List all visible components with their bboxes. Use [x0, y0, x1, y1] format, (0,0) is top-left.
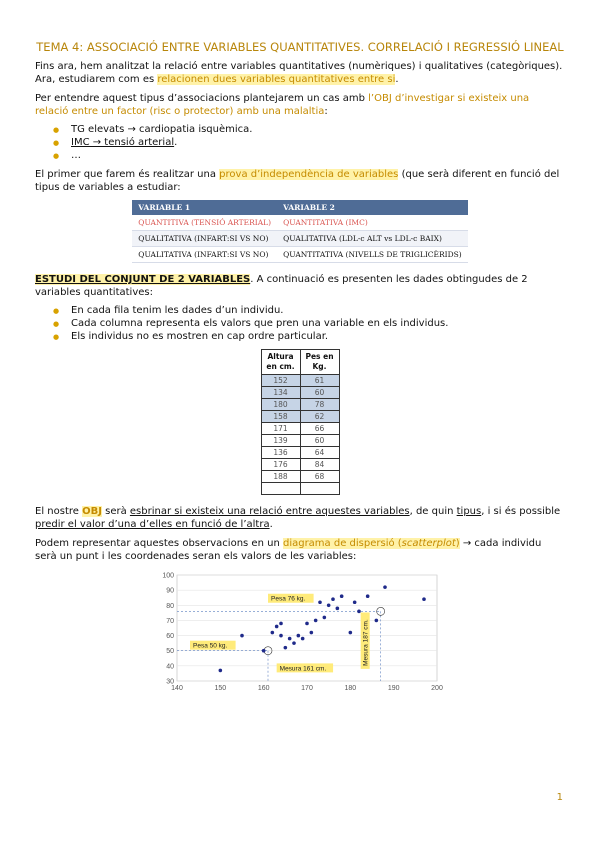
data-point: [366, 594, 370, 598]
table-cell: [261, 483, 300, 495]
objective-label: OBJ: [82, 506, 102, 517]
section-heading: ESTUDI DEL CONJUNT DE 2 VARIABLES: [35, 274, 251, 285]
text-run: . A continuació es presenten les dades obtingudes de 2 variables quantitatives:: [35, 274, 528, 298]
highlight-text: relacionen dues variables quantitatives entre si: [157, 74, 396, 85]
x-tick-label: 180: [344, 685, 357, 692]
scatter-paragraph: [35, 537, 565, 563]
highlight-text: diagrama de dispersió (: [282, 538, 402, 549]
annotation-text: Pesa 50 kg.: [193, 642, 228, 650]
page-title: TEMA 4: ASSOCIACIÓ ENTRE VARIABLES QUANTITATIVES. CORRELACIÓ I REGRESSIÓ LINEAL: [36, 40, 564, 54]
table-row: [261, 459, 339, 471]
list-item: ● Cada columna representa els valors que pren una variable en els individus.: [35, 318, 565, 330]
y-tick-label: 80: [166, 602, 174, 610]
text-run: El nostre: [35, 506, 83, 517]
highlight-text: ): [455, 538, 460, 549]
table-row: [261, 387, 339, 399]
x-tick-label: 150: [214, 685, 227, 692]
table-cell: 60: [300, 387, 339, 399]
table-cell: QUALITATIVA (LDL-c ALT vs LDL-c BAIX): [277, 231, 468, 247]
table-header: Altura en cm.: [261, 350, 300, 375]
data-point: [262, 649, 266, 653]
data-table: [261, 349, 340, 495]
table-cell: 64: [300, 447, 339, 459]
table-header: VARIABLE 1: [132, 200, 277, 215]
table-header: Pes en Kg.: [300, 350, 339, 375]
data-point: [219, 669, 223, 673]
table-cell: QUALITATIVA (INFART:SI VS NO): [132, 247, 277, 263]
objective-text: l’OBJ d’investigar si existeix una relació entre un factor (risc o protector) amb una malaltia: [35, 93, 530, 117]
table-cell: 134: [261, 387, 300, 399]
data-point: [301, 637, 305, 641]
data-point: [305, 622, 309, 626]
table-row: [261, 423, 339, 435]
annotation-text: Mesura 187 cm.: [362, 619, 370, 666]
list-item: ● Els individus no es mostren en cap ordre particular.: [35, 331, 565, 343]
y-tick-label: 90: [166, 587, 174, 595]
data-point: [318, 600, 322, 604]
text-run: Per entendre aquest tipus d’associacions plantejarem un cas amb: [35, 93, 369, 104]
table-row: [261, 435, 339, 447]
section-paragraph: [35, 273, 565, 299]
x-tick-label: 190: [387, 685, 400, 692]
text-run: , i si és possible: [481, 506, 561, 517]
table-cell: 136: [261, 447, 300, 459]
data-point: [297, 634, 301, 638]
annotation-label: [361, 612, 370, 668]
table-cell: 139: [261, 435, 300, 447]
x-tick-label: 140: [171, 685, 183, 692]
data-notes-list: [35, 305, 565, 343]
x-tick-label: 170: [301, 685, 313, 692]
table-cell: 78: [300, 399, 339, 411]
data-point: [314, 619, 318, 623]
annotation-label: [268, 594, 314, 603]
data-point: [349, 631, 353, 635]
highlight-text: prova d’independència de variables: [219, 169, 399, 180]
table-cell: 60: [300, 435, 339, 447]
y-tick-label: 100: [162, 572, 174, 580]
text-run: .: [395, 74, 399, 85]
data-point: [422, 597, 426, 601]
variables-table: [132, 200, 467, 263]
data-point: [340, 594, 344, 598]
table-cell: 68: [300, 471, 339, 483]
underlined-text: tipus: [456, 506, 482, 517]
data-point: [375, 619, 379, 623]
table-cell: 66: [300, 423, 339, 435]
x-tick-label: 160: [257, 685, 270, 692]
data-point: [271, 631, 275, 635]
text-run: (que serà diferent en funció del tipus de variables a estudiar:: [35, 169, 560, 193]
table-cell: [300, 483, 339, 495]
list-item: ● En cada fila tenim les dades d’un individu.: [35, 305, 565, 317]
data-point: [353, 600, 357, 604]
data-point: [383, 585, 387, 589]
table-row: [261, 411, 339, 423]
text-run: El primer que farem és realitzar una: [35, 169, 220, 180]
data-point: [279, 634, 283, 638]
table-cell: QUANTITATIVA (IMC): [277, 215, 468, 231]
text-run: Podem representar aquestes observacions en un: [35, 538, 283, 549]
data-point: [336, 607, 340, 611]
text-run: TG elevats → cardiopatia isquèmica.: [71, 124, 253, 135]
objective-paragraph: [35, 92, 565, 118]
table-row: [261, 399, 339, 411]
table-cell: QUANTITIVA (TENSIÓ ARTERIAL): [132, 215, 277, 231]
data-point: [323, 616, 327, 620]
data-point: [275, 625, 279, 629]
table-cell: QUANTITATIVA (NIVELLS DE TRIGLICÈRIDS): [277, 247, 468, 263]
document-page: [35, 40, 565, 699]
data-point: [240, 634, 244, 638]
independence-paragraph: [35, 168, 565, 194]
data-point: [331, 597, 335, 601]
y-tick-label: 50: [166, 648, 174, 656]
text-run: serà: [101, 506, 130, 517]
table-cell: 188: [261, 471, 300, 483]
text-run: IMC → tensió arterial: [71, 137, 175, 148]
table-cell: 62: [300, 411, 339, 423]
scatter-chart: [155, 569, 445, 699]
text-run: …: [71, 150, 81, 161]
text-run: .: [174, 137, 178, 148]
table-cell: 176: [261, 459, 300, 471]
objective-paragraph-2: [35, 505, 565, 531]
data-point: [292, 641, 296, 645]
text-run: , de quin: [409, 506, 457, 517]
table-cell: 84: [300, 459, 339, 471]
text-run: → cada individu serà un punt i les coordenades seran els valors de les variables:: [35, 538, 542, 562]
annotation-label: [277, 663, 333, 672]
list-item: [35, 137, 565, 149]
data-point: [310, 631, 314, 635]
example-list: [35, 124, 565, 162]
text-run: Fins ara, hem analitzat la relació entre variables quantitatives (numèriques) i qualitatives (categòriques). Ara, estudiarem com es: [35, 61, 563, 85]
y-tick-label: 70: [166, 617, 174, 625]
data-point: [357, 610, 361, 614]
data-point: [288, 637, 292, 641]
data-point: [279, 622, 283, 626]
page-number: 1: [556, 792, 563, 803]
annotation-text: Pesa 76 kg.: [271, 595, 306, 603]
table-cell: QUALITATIVA (INFART:SI VS NO): [132, 231, 277, 247]
x-tick-label: 200: [431, 685, 443, 692]
list-item: [35, 150, 565, 162]
text-run: :: [324, 106, 328, 117]
underlined-text: esbrinar si existeix una relació entre aquestes variables: [129, 506, 410, 517]
y-tick-label: 60: [166, 633, 174, 641]
table-cell: 171: [261, 423, 300, 435]
table-row: [261, 471, 339, 483]
annotation-label: [190, 641, 236, 650]
table-row: [261, 483, 339, 495]
table-cell: 180: [261, 399, 300, 411]
y-tick-label: 40: [166, 663, 174, 671]
list-item: [35, 124, 565, 136]
underlined-text: predir el valor d’una d’elles en funció de l’altra: [35, 519, 270, 530]
data-point: [327, 603, 331, 607]
data-point: [284, 646, 288, 650]
annotation-text: Mesura 161 cm.: [279, 665, 327, 673]
table-cell: 158: [261, 411, 300, 423]
highlight-text: scatterplot: [401, 538, 456, 549]
y-tick-label: 30: [166, 678, 174, 686]
table-row: [261, 375, 339, 387]
table-row: [261, 447, 339, 459]
table-cell: 152: [261, 375, 300, 387]
text-run: .: [269, 519, 273, 530]
table-cell: 61: [300, 375, 339, 387]
table-header: VARIABLE 2: [277, 200, 468, 215]
intro-paragraph: [35, 60, 565, 86]
